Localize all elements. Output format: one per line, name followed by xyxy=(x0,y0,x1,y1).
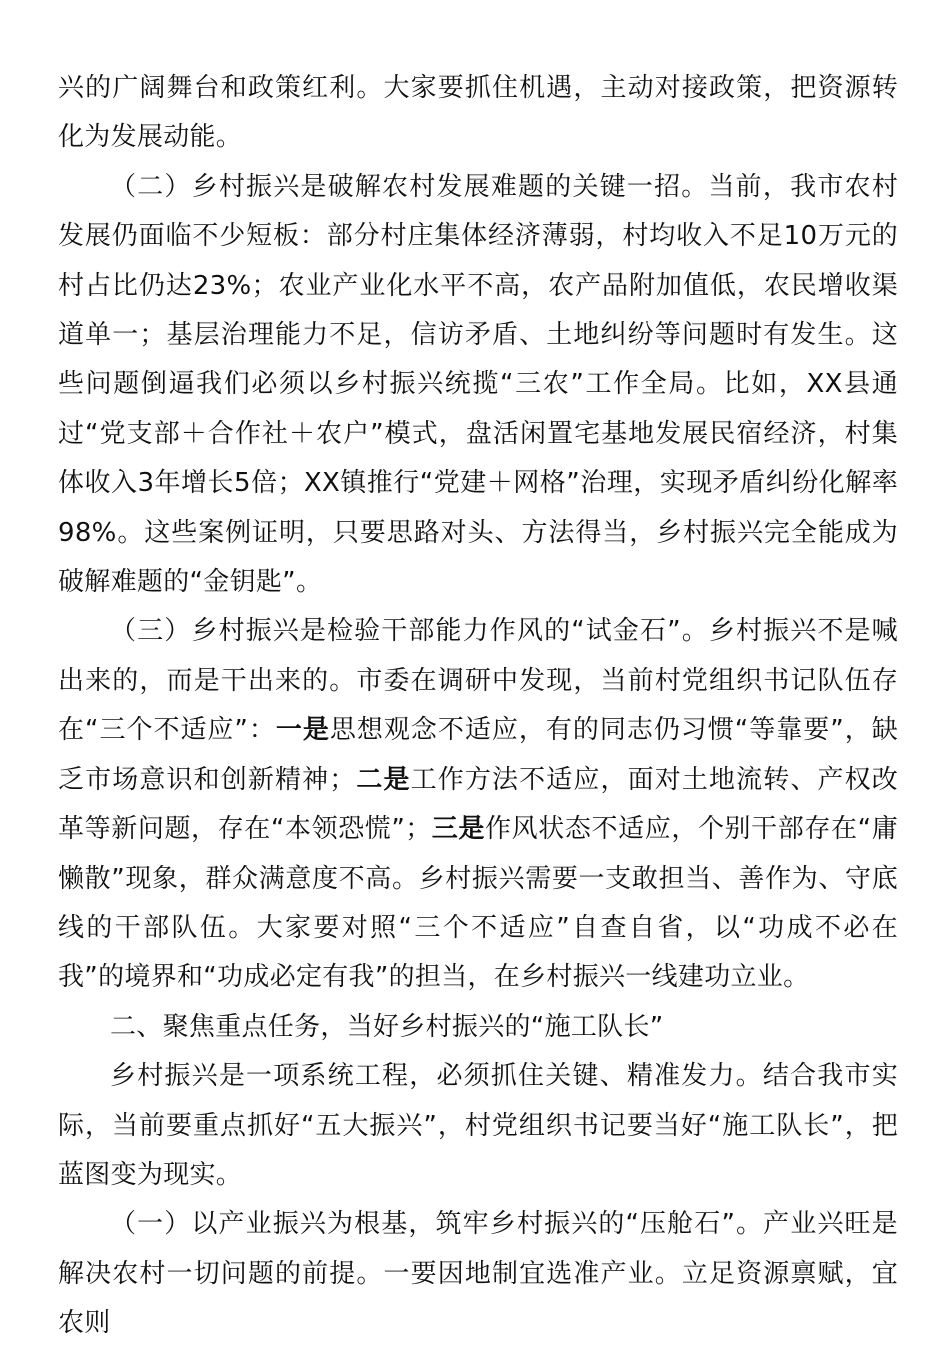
point-two-label: 二是 xyxy=(355,764,411,795)
paragraph-section-2: （二）乡村振兴是破解农村发展难题的关键一招。当前，我市农村发展仍面临不少短板：部分村庄集体经济薄弱，村均收入不足10万元的村占比仍达23%；农业产业化水平不高，农产品附加值低，农民增收渠道单一；基层治理能力不足，信访矛盾、土地纠纷等问题时有发生。这些问题倒逼我们必须以乡村振兴统揽“三农”工作全局。比如，XX县通过“党支部＋合作社＋农户”模式，盘活闲置宅基地发展民宿经济，村集体收入3年增长5倍；XX镇推行“党建＋网格”治理，实现矛盾纠纷化解率98%。这些案例证明，只要思路对头、方法得当，乡村振兴完全能成为破解难题的“金钥匙”。 xyxy=(58,171,898,598)
document-page xyxy=(58,64,898,1349)
point-three-label: 三是 xyxy=(431,814,486,845)
paragraph-policy-conclusion: 兴的广阔舞台和政策红利。大家要抓住机遇，主动对接政策，把资源转化为发展动能。 xyxy=(58,73,898,153)
paragraph-section-3 xyxy=(58,607,898,1002)
point-one-label: 一是 xyxy=(275,715,330,746)
paragraph-industry-revival: （一）以产业振兴为根基，筑牢乡村振兴的“压舱石”。产业兴旺是解决农村一切问题的前提。一要因地制宜选准产业。立足资源禀赋，宜农则 xyxy=(58,1209,898,1339)
point-two-text: 工作方法不适应，面对土地流转、产权改革等新问题，存在“本领恐慌”； xyxy=(58,764,898,845)
paragraph-task-overview: 乡村振兴是一项系统工程，必须抓住关键、精准发力。结合我市实际，当前要重点抓好“五大振兴”，村党组织书记要当好“施工队长”，把蓝图变为现实。 xyxy=(58,1061,898,1190)
section-heading-two: 二、聚焦重点任务，当好乡村振兴的“施工队长” xyxy=(110,1011,664,1042)
point-one-text: 思想观念不适应，有的同志仍习惯“等靠要”，缺乏市场意识和创新精神； xyxy=(58,715,899,795)
paragraph-section-3-intro: （三）乡村振兴是检验干部能力作风的“试金石”。乡村振兴不是喊出来的，而是干出来的。市委在调研中发现，当前村党组织书记队伍存在“三个不适应”： xyxy=(58,616,898,746)
point-three-text: 作风状态不适应，个别干部存在“庸懒散”现象，群众满意度不高。乡村振兴需要一支敢担当、善作为、守底线的干部队伍。大家要对照“三个不适应”自查自省，以“功成不必在我”的境界和“功成必定有我”的担当，在乡村振兴一线建功立业。 xyxy=(58,814,898,993)
